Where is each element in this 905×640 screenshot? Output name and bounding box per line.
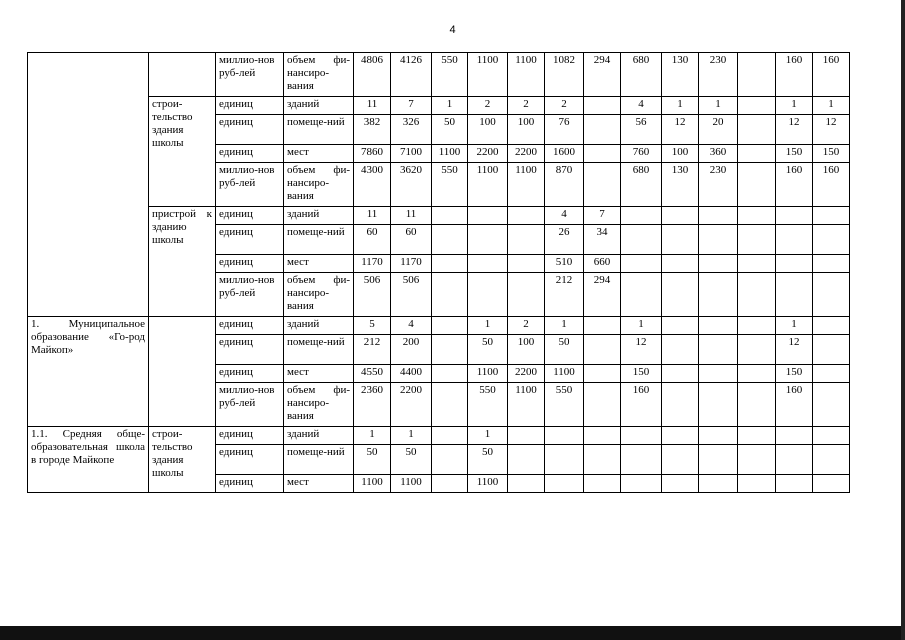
table-cell bbox=[813, 335, 850, 365]
table-cell: 1 bbox=[776, 317, 813, 335]
table-cell bbox=[545, 445, 584, 475]
table-cell: 1 bbox=[662, 97, 699, 115]
table-cell: 7 bbox=[584, 207, 621, 225]
table-cell: 160 bbox=[813, 163, 850, 207]
table-cell bbox=[738, 335, 776, 365]
table-cell bbox=[776, 475, 813, 493]
table-cell bbox=[508, 475, 545, 493]
table-cell: 1100 bbox=[468, 475, 508, 493]
table-cell bbox=[621, 225, 662, 255]
table-cell bbox=[468, 207, 508, 225]
table-cell: 550 bbox=[432, 53, 468, 97]
table-cell: 4126 bbox=[391, 53, 432, 97]
table-cell: 870 bbox=[545, 163, 584, 207]
table-cell: 1 bbox=[468, 427, 508, 445]
table-cell bbox=[738, 225, 776, 255]
table-cell: 1 bbox=[545, 317, 584, 335]
table-cell: 160 bbox=[776, 53, 813, 97]
table-cell: строи-тельство здания школы bbox=[149, 427, 216, 493]
table-cell: 1100 bbox=[508, 383, 545, 427]
table-cell: единиц bbox=[216, 145, 284, 163]
table-cell bbox=[621, 445, 662, 475]
table-cell: 294 bbox=[584, 53, 621, 97]
table-cell: 1170 bbox=[391, 255, 432, 273]
table-cell bbox=[662, 475, 699, 493]
table-cell bbox=[149, 53, 216, 97]
table-cell: 1 bbox=[621, 317, 662, 335]
table-cell: помеще-ний bbox=[284, 335, 354, 365]
table-row bbox=[28, 53, 850, 97]
table-cell bbox=[662, 335, 699, 365]
table-cell: 12 bbox=[662, 115, 699, 145]
table-cell bbox=[738, 115, 776, 145]
table-cell: 1 bbox=[776, 97, 813, 115]
table-cell: 382 bbox=[354, 115, 391, 145]
table-cell: 11 bbox=[354, 97, 391, 115]
table-cell bbox=[699, 475, 738, 493]
table-cell: объем фи-нансиро-вания bbox=[284, 163, 354, 207]
table-cell: единиц bbox=[216, 445, 284, 475]
table-cell: 76 bbox=[545, 115, 584, 145]
table-cell bbox=[813, 383, 850, 427]
table-cell: 660 bbox=[584, 255, 621, 273]
table-cell bbox=[432, 335, 468, 365]
table-cell: единиц bbox=[216, 335, 284, 365]
table-cell: объем фи-нансиро-вания bbox=[284, 383, 354, 427]
table-cell bbox=[149, 317, 216, 427]
table-cell bbox=[584, 427, 621, 445]
table-cell: 4806 bbox=[354, 53, 391, 97]
table-cell bbox=[662, 445, 699, 475]
table-cell bbox=[776, 207, 813, 225]
table-cell: 50 bbox=[468, 335, 508, 365]
table-cell bbox=[584, 163, 621, 207]
table-cell: зданий bbox=[284, 317, 354, 335]
table-cell: 100 bbox=[508, 335, 545, 365]
table-cell: 4300 bbox=[354, 163, 391, 207]
table-cell: 11 bbox=[354, 207, 391, 225]
table-cell: 7100 bbox=[391, 145, 432, 163]
table-cell: единиц bbox=[216, 475, 284, 493]
table-cell: мест bbox=[284, 145, 354, 163]
table-cell: 130 bbox=[662, 53, 699, 97]
table-cell bbox=[699, 445, 738, 475]
table-cell: 1 bbox=[468, 317, 508, 335]
table-cell: 150 bbox=[776, 145, 813, 163]
table-cell bbox=[813, 475, 850, 493]
table-cell: единиц bbox=[216, 255, 284, 273]
table-cell bbox=[662, 383, 699, 427]
table-cell bbox=[738, 273, 776, 317]
table-cell: 4 bbox=[621, 97, 662, 115]
table-cell: 550 bbox=[545, 383, 584, 427]
table-cell: мест bbox=[284, 475, 354, 493]
table-cell bbox=[776, 427, 813, 445]
table-cell: мест bbox=[284, 365, 354, 383]
table-cell: объем фи-нансиро-вания bbox=[284, 53, 354, 97]
table-cell bbox=[776, 445, 813, 475]
table-cell bbox=[776, 225, 813, 255]
table-cell bbox=[432, 255, 468, 273]
table-cell: 1100 bbox=[508, 53, 545, 97]
table-cell bbox=[432, 317, 468, 335]
page-number: 4 bbox=[449, 24, 456, 36]
table-cell: 506 bbox=[391, 273, 432, 317]
table-cell: 2 bbox=[545, 97, 584, 115]
table-cell: 1600 bbox=[545, 145, 584, 163]
table-cell: 150 bbox=[621, 365, 662, 383]
table-cell: 7 bbox=[391, 97, 432, 115]
data-table bbox=[27, 52, 850, 493]
table-cell bbox=[738, 255, 776, 273]
table-cell: 5 bbox=[354, 317, 391, 335]
table-cell: 100 bbox=[508, 115, 545, 145]
table-cell bbox=[468, 255, 508, 273]
table-cell: 2200 bbox=[508, 145, 545, 163]
table-cell bbox=[662, 273, 699, 317]
table-cell: 1 bbox=[699, 97, 738, 115]
table-cell: 100 bbox=[662, 145, 699, 163]
table-cell bbox=[738, 53, 776, 97]
table-cell bbox=[699, 273, 738, 317]
table-cell: 50 bbox=[391, 445, 432, 475]
table-cell: 50 bbox=[354, 445, 391, 475]
table-cell bbox=[813, 365, 850, 383]
table-cell: 1 bbox=[432, 97, 468, 115]
table-cell: 550 bbox=[468, 383, 508, 427]
table-cell: 510 bbox=[545, 255, 584, 273]
table-cell: 11 bbox=[391, 207, 432, 225]
table-cell bbox=[699, 207, 738, 225]
table-cell bbox=[776, 255, 813, 273]
table-cell: 7860 bbox=[354, 145, 391, 163]
table-cell: 680 bbox=[621, 163, 662, 207]
table-cell: 2200 bbox=[391, 383, 432, 427]
table-cell bbox=[738, 365, 776, 383]
table-cell bbox=[432, 383, 468, 427]
table-cell bbox=[508, 445, 545, 475]
table-cell bbox=[621, 255, 662, 273]
table-cell: 2200 bbox=[508, 365, 545, 383]
table-row bbox=[28, 207, 850, 225]
table-cell bbox=[813, 273, 850, 317]
table-cell: 26 bbox=[545, 225, 584, 255]
table-cell bbox=[584, 97, 621, 115]
table-cell: 760 bbox=[621, 145, 662, 163]
table-cell bbox=[662, 207, 699, 225]
table-row bbox=[28, 97, 850, 115]
table-cell: единиц bbox=[216, 427, 284, 445]
table-cell bbox=[662, 427, 699, 445]
table-cell bbox=[432, 225, 468, 255]
table-cell: единиц bbox=[216, 225, 284, 255]
table-cell: миллио-нов руб-лей bbox=[216, 383, 284, 427]
table-cell: 2360 bbox=[354, 383, 391, 427]
table-cell bbox=[813, 207, 850, 225]
table-cell bbox=[813, 255, 850, 273]
table-cell bbox=[621, 273, 662, 317]
table-cell: 60 bbox=[354, 225, 391, 255]
table-cell bbox=[468, 225, 508, 255]
table-cell: 150 bbox=[813, 145, 850, 163]
table-cell bbox=[662, 225, 699, 255]
table-cell bbox=[28, 53, 149, 317]
table-cell: 230 bbox=[699, 53, 738, 97]
table-cell: 12 bbox=[776, 335, 813, 365]
table-cell: 326 bbox=[391, 115, 432, 145]
table-cell: помеще-ний bbox=[284, 225, 354, 255]
table-cell: 12 bbox=[621, 335, 662, 365]
table-cell: единиц bbox=[216, 97, 284, 115]
table-cell bbox=[738, 145, 776, 163]
table-cell: 2 bbox=[508, 97, 545, 115]
scan-right-edge bbox=[901, 0, 905, 640]
table-cell bbox=[508, 255, 545, 273]
table-cell bbox=[432, 445, 468, 475]
table-cell bbox=[813, 225, 850, 255]
table-cell: 1 bbox=[813, 97, 850, 115]
table-cell bbox=[508, 273, 545, 317]
table-cell bbox=[468, 273, 508, 317]
table-cell: миллио-нов руб-лей bbox=[216, 273, 284, 317]
table-cell: 50 bbox=[545, 335, 584, 365]
table-cell bbox=[662, 317, 699, 335]
table-cell bbox=[584, 383, 621, 427]
table-row bbox=[28, 317, 850, 335]
table-cell: 56 bbox=[621, 115, 662, 145]
table-cell bbox=[508, 207, 545, 225]
table-cell bbox=[699, 383, 738, 427]
table-cell bbox=[584, 317, 621, 335]
table-cell bbox=[813, 445, 850, 475]
table-cell: объем фи-нансиро-вания bbox=[284, 273, 354, 317]
table-cell: 1100 bbox=[545, 365, 584, 383]
table-cell: 50 bbox=[468, 445, 508, 475]
table-cell: 160 bbox=[813, 53, 850, 97]
table-cell bbox=[545, 475, 584, 493]
table-cell: зданий bbox=[284, 207, 354, 225]
table-cell bbox=[813, 317, 850, 335]
table-cell: помеще-ний bbox=[284, 115, 354, 145]
table-cell: 2200 bbox=[468, 145, 508, 163]
table-cell: единиц bbox=[216, 317, 284, 335]
table-cell bbox=[432, 365, 468, 383]
table-cell bbox=[621, 427, 662, 445]
table-cell: 1100 bbox=[468, 53, 508, 97]
table-cell: 1 bbox=[391, 427, 432, 445]
table-cell bbox=[738, 317, 776, 335]
table-cell: 506 bbox=[354, 273, 391, 317]
table-cell: 1100 bbox=[391, 475, 432, 493]
table-cell: 1170 bbox=[354, 255, 391, 273]
table-cell: 1 bbox=[354, 427, 391, 445]
table-cell bbox=[738, 427, 776, 445]
table-cell bbox=[584, 475, 621, 493]
table-cell: 1100 bbox=[432, 145, 468, 163]
table-cell: 680 bbox=[621, 53, 662, 97]
table-cell: единиц bbox=[216, 365, 284, 383]
table-cell: строи-тельство здания школы bbox=[149, 97, 216, 207]
table-cell: 60 bbox=[391, 225, 432, 255]
table-cell: 4 bbox=[545, 207, 584, 225]
table-cell: 150 bbox=[776, 365, 813, 383]
table-cell: 1100 bbox=[508, 163, 545, 207]
table-cell: единиц bbox=[216, 207, 284, 225]
table-row bbox=[28, 427, 850, 445]
table-cell: 230 bbox=[699, 163, 738, 207]
scan-bottom-edge bbox=[0, 626, 905, 640]
table-cell bbox=[699, 427, 738, 445]
table-cell bbox=[699, 365, 738, 383]
table-cell: пристрой к зданию школы bbox=[149, 207, 216, 317]
table-cell: 1082 bbox=[545, 53, 584, 97]
table-cell: 12 bbox=[776, 115, 813, 145]
table-cell bbox=[621, 475, 662, 493]
table-cell: 1100 bbox=[354, 475, 391, 493]
table-cell bbox=[584, 365, 621, 383]
table-cell: зданий bbox=[284, 427, 354, 445]
table-cell: 1100 bbox=[468, 163, 508, 207]
table-cell: мест bbox=[284, 255, 354, 273]
table-cell bbox=[699, 317, 738, 335]
table-cell bbox=[432, 207, 468, 225]
table-cell: 50 bbox=[432, 115, 468, 145]
table-cell bbox=[699, 335, 738, 365]
table-cell bbox=[584, 335, 621, 365]
table-cell bbox=[813, 427, 850, 445]
table-cell: миллио-нов руб-лей bbox=[216, 163, 284, 207]
table-cell: 1. Муниципальное образование «Го-род Майкоп» bbox=[28, 317, 149, 427]
table-cell: 2 bbox=[508, 317, 545, 335]
table-cell: 294 bbox=[584, 273, 621, 317]
table-cell: 130 bbox=[662, 163, 699, 207]
table-cell bbox=[584, 115, 621, 145]
table-cell: 4550 bbox=[354, 365, 391, 383]
table-cell: 160 bbox=[776, 163, 813, 207]
table-cell: 212 bbox=[545, 273, 584, 317]
table-cell bbox=[738, 445, 776, 475]
table-cell: 160 bbox=[621, 383, 662, 427]
table-cell bbox=[432, 273, 468, 317]
table-cell: 360 bbox=[699, 145, 738, 163]
table-cell bbox=[584, 145, 621, 163]
table-cell: 1.1. Средняя обще-образовательная школа в городе Майкопе bbox=[28, 427, 149, 493]
table-cell bbox=[621, 207, 662, 225]
table-cell: 1100 bbox=[468, 365, 508, 383]
table-cell: 160 bbox=[776, 383, 813, 427]
table-cell bbox=[738, 207, 776, 225]
table-cell bbox=[545, 427, 584, 445]
table-cell: единиц bbox=[216, 115, 284, 145]
table-cell: 100 bbox=[468, 115, 508, 145]
table-cell: помеще-ний bbox=[284, 445, 354, 475]
table-cell bbox=[508, 225, 545, 255]
table-cell: 4 bbox=[391, 317, 432, 335]
table-cell bbox=[508, 427, 545, 445]
table-cell bbox=[738, 475, 776, 493]
table-cell bbox=[662, 255, 699, 273]
table-cell bbox=[738, 383, 776, 427]
table-cell bbox=[432, 475, 468, 493]
table-cell: 3620 bbox=[391, 163, 432, 207]
table-cell: 4400 bbox=[391, 365, 432, 383]
table-cell: 2 bbox=[468, 97, 508, 115]
table-cell bbox=[662, 365, 699, 383]
table-cell: 34 bbox=[584, 225, 621, 255]
table-cell: 550 bbox=[432, 163, 468, 207]
table-cell bbox=[738, 97, 776, 115]
table-cell: зданий bbox=[284, 97, 354, 115]
table-cell bbox=[776, 273, 813, 317]
table-cell: 212 bbox=[354, 335, 391, 365]
table-cell bbox=[699, 255, 738, 273]
table-cell bbox=[699, 225, 738, 255]
table-cell bbox=[584, 445, 621, 475]
table-cell bbox=[432, 427, 468, 445]
table-cell: 200 bbox=[391, 335, 432, 365]
table-cell bbox=[738, 163, 776, 207]
table-cell: 12 bbox=[813, 115, 850, 145]
table-cell: 20 bbox=[699, 115, 738, 145]
table-cell: миллио-нов руб-лей bbox=[216, 53, 284, 97]
